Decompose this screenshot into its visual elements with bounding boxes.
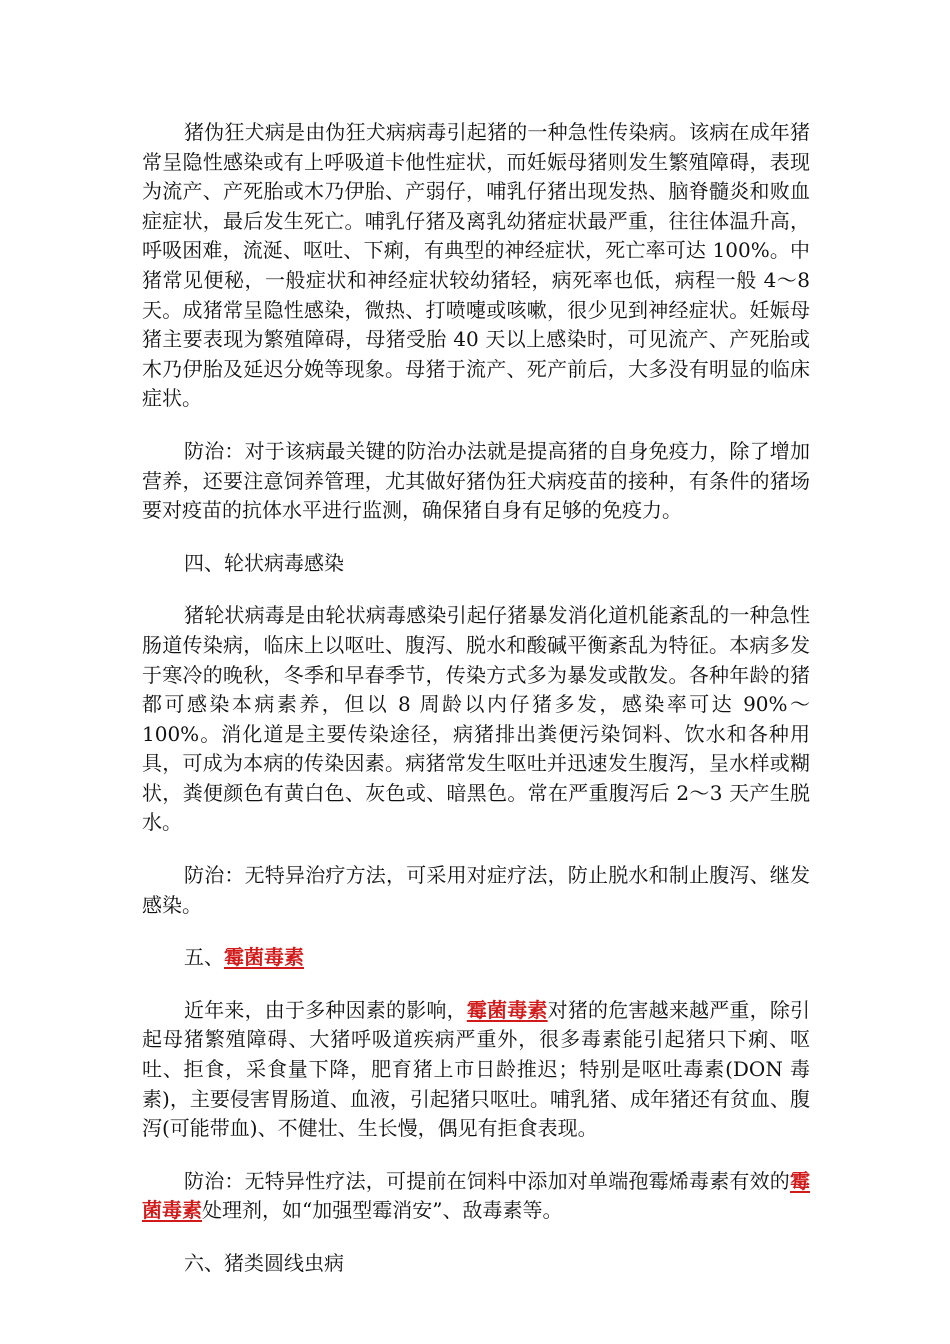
section-heading-prefix: 五、	[184, 945, 224, 970]
paragraph-mycotoxin-prevention	[142, 1167, 810, 1226]
mycotoxin-keyword-link[interactable]: 霉菌毒素	[142, 1168, 810, 1223]
paragraph-rotavirus: 猪轮状病毒是由轮状病毒感染引起仔猪暴发消化道机能紊乱的一种急性肠道传染病，临床上以呕吐、腹泻、脱水和酸碱平衡紊乱为特征。本病多发于寒冷的晚秋，冬季和早春季节，传染方式多为暴发或散发。各种年龄的猪都可感染本病素养，但以 8 周龄以内仔猪多发，感染率可达 90%～100%。消化道是主要传染途径，病猪排出粪便污染饲料、饮水和各种用具，可成为本病的传染因素。病猪常发生呕吐并迅速发生腹泻，呈水样或糊状，粪便颜色有黄白色、灰色或、暗黑色。常在严重腹泻后 2～3 天产生脱水。	[142, 603, 810, 835]
paragraph-pseudorabies-prevention: 防治：对于该病最关键的防治办法就是提高猪的自身免疫力，除了增加营养，还要注意饲养管理，尤其做好猪伪狂犬病疫苗的接种，有条件的猪场要对疫苗的抗体水平进行监测，确保猪自身有足够的免疫力。	[142, 438, 810, 523]
mycotoxin-text-before: 近年来，由于多种因素的影响，	[184, 997, 467, 1022]
section-heading-mycotoxin	[142, 943, 810, 973]
section-heading-strongyloides: 六、猪类圆线虫病	[184, 1251, 344, 1275]
mycotoxin-keyword-link[interactable]: 霉菌毒素	[466, 997, 548, 1022]
paragraph-pseudorabies: 猪伪狂犬病是由伪狂犬病病毒引起猪的一种急性传染病。该病在成年猪常呈隐性感染或有上呼吸道卡他性症状，而妊娠母猪则发生繁殖障碍，表现为流产、产死胎或木乃伊胎、产弱仔，哺乳仔猪出现发热、脑脊髓炎和败血症症状，最后发生死亡。哺乳仔猪及离乳幼猪症状最严重，往往体温升高，呼吸困难，流涎、呕吐、下痢，有典型的神经症状，死亡率可达 100%。中猪常见便秘，一般症状和神经症状较幼猪轻，病死率也低，病程一般 4～8 天。成猪常呈隐性感染，微热、打喷嚏或咳嗽，很少见到神经症状。妊娠母猪主要表现为繁殖障碍，母猪受胎 40 天以上感染时，可见流产、产死胎或木乃伊胎及延迟分娩等现象。母猪于流产、死产前后，大多没有明显的临床症状。	[142, 120, 810, 411]
prevention-text-before: 防治：无特异性疗法，可提前在饲料中添加对单端孢霉烯毒素有效的	[184, 1168, 790, 1193]
mycotoxin-keyword-link[interactable]: 霉菌毒素	[224, 945, 304, 970]
paragraph-rotavirus-prevention: 防治：无特异治疗方法，可采用对症疗法，防止脱水和制止腹泻、继发感染。	[142, 863, 810, 917]
prevention-text-after: 处理剂，如“加强型霉消安”、敌毒素等。	[202, 1198, 563, 1223]
section-heading-rotavirus: 四、轮状病毒感染	[184, 550, 344, 575]
paragraph-mycotoxin	[142, 996, 810, 1144]
mycotoxin-text-after: 对猪的危害越来越严重，除引起母猪繁殖障碍、大猪呼吸道疾病严重外，很多毒素能引起猪只下痢、呕吐、拒食，采食量下降，肥育猪上市日龄推迟；特别是呕吐毒素(DON 毒素)，主要侵害胃肠道、血液，引起猪只呕吐。哺乳猪、成年猪还有贫血、腹泻(可能带血)、不健壮、生长慢，偶见有拒食表现。	[142, 997, 811, 1141]
